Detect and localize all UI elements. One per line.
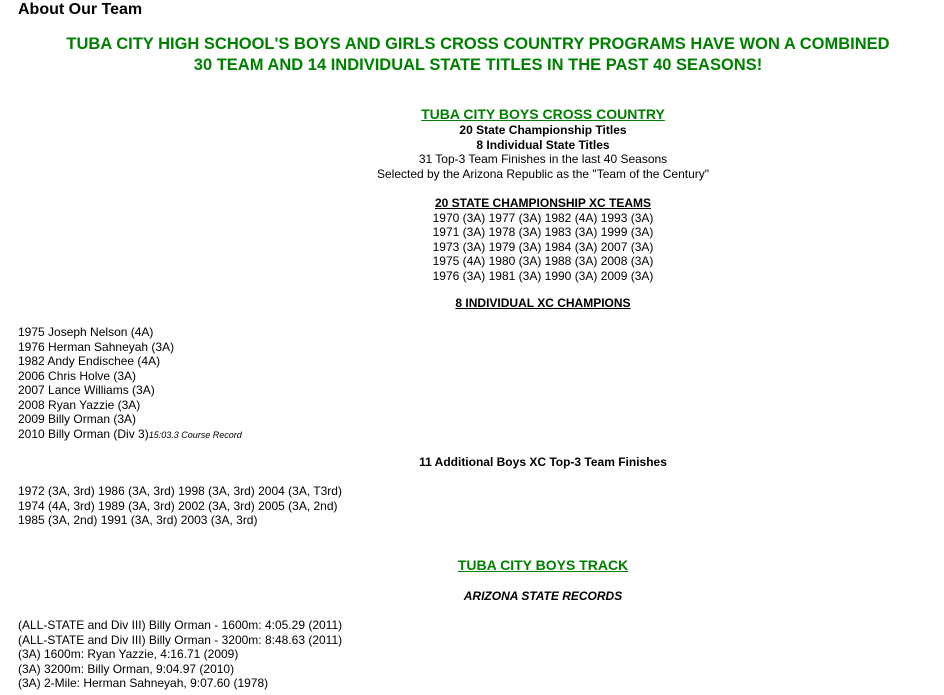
additional-finishes-heading: 11 Additional Boys XC Top-3 Team Finishes <box>419 455 667 469</box>
team-of-century-text: Selected by the Arizona Republic as the "Team of the Century" <box>376 166 710 181</box>
champion-item: 1982 Andy Endischee (4A) <box>18 354 161 368</box>
champion-item: 2009 Billy Orman (3A) <box>18 412 137 426</box>
finishes-row: 1985 (3A, 2nd) 1991 (3A, 3rd) 2003 (3A, 3rd) <box>18 513 258 527</box>
state-records-list <box>18 618 944 691</box>
individual-champions-heading: 8 INDIVIDUAL XC CHAMPIONS <box>455 296 631 310</box>
champion-item: 2006 Chris Holve (3A) <box>18 368 137 383</box>
headline-banner <box>0 34 944 76</box>
teams-row: 1975 (4A) 1980 (3A) 1988 (3A) 2008 (3A) <box>432 254 654 268</box>
additional-finishes-list <box>18 484 944 528</box>
teams-row: 1970 (3A) 1977 (3A) 1982 (4A) 1993 (3A) <box>432 210 654 225</box>
boys-track-heading-block <box>18 557 944 574</box>
champion-item <box>18 427 944 443</box>
champion-item: 2008 Ryan Yazzie (3A) <box>18 397 141 412</box>
record-item: (ALL-STATE and Div III) Billy Orman - 1600m: 4:05.29 (2011) <box>18 618 343 632</box>
finishes-row: 1974 (4A, 3rd) 1989 (3A, 3rd) 2002 (3A, 3rd) 2005 (3A, 2nd) <box>18 498 338 513</box>
champion-item-text: 2010 Billy Orman (Div 3) <box>18 426 149 441</box>
record-item: (ALL-STATE and Div III) Billy Orman - 3200m: 8:48.63 (2011) <box>18 632 343 647</box>
boys-xc-heading: TUBA CITY BOYS CROSS COUNTRY <box>421 106 665 122</box>
teams-row: 1971 (3A) 1978 (3A) 1983 (3A) 1999 (3A) <box>432 225 654 239</box>
state-records-heading: ARIZONA STATE RECORDS <box>463 589 623 603</box>
state-titles-count: 20 State Championship Titles <box>459 123 627 137</box>
headline-line-2: 30 TEAM AND 14 INDIVIDUAL STATE TITLES IN THE PAST 40 SEASONS! <box>193 56 763 74</box>
headline-line-1: TUBA CITY HIGH SCHOOL'S BOYS AND GIRLS CROSS COUNTRY PROGRAMS HAVE WON A COMBINED <box>66 35 890 53</box>
boys-xc-summary <box>18 106 944 181</box>
teams-heading: 20 STATE CHAMPIONSHIP XC TEAMS <box>434 196 652 210</box>
champion-item: 2007 Lance Williams (3A) <box>18 383 155 397</box>
finishes-row: 1972 (3A, 3rd) 1986 (3A, 3rd) 1998 (3A, 3rd) 2004 (3A, T3rd) <box>18 484 342 498</box>
teams-row: 1973 (3A) 1979 (3A) 1984 (3A) 2007 (3A) <box>432 239 654 254</box>
teams-row: 1976 (3A) 1981 (3A) 1990 (3A) 2009 (3A) <box>432 268 654 283</box>
additional-finishes-heading-block <box>18 455 944 470</box>
state-championship-teams <box>18 196 944 283</box>
record-item: (3A) 2-Mile: Herman Sahneyah, 9:07.60 (1978) <box>18 676 269 690</box>
record-item: (3A) 3200m: Billy Orman, 9:04.97 (2010) <box>18 661 235 676</box>
individual-champions-list <box>18 325 944 442</box>
boys-track-heading: TUBA CITY BOYS TRACK <box>457 557 629 573</box>
top3-finishes-text: 31 Top-3 Team Finishes in the last 40 Seasons <box>418 152 668 166</box>
course-record-note: 15:03.3 Course Record <box>148 429 242 440</box>
record-item: (3A) 1600m: Ryan Yazzie, 4:16.71 (2009) <box>18 647 239 661</box>
champion-item: 1975 Joseph Nelson (4A) <box>18 325 154 339</box>
individual-titles-count: 8 Individual State Titles <box>476 137 610 152</box>
page-title: About Our Team <box>18 1 143 18</box>
state-records-heading-block <box>18 589 944 604</box>
individual-champions-heading-block <box>18 296 944 311</box>
champion-item: 1976 Herman Sahneyah (3A) <box>18 339 175 354</box>
